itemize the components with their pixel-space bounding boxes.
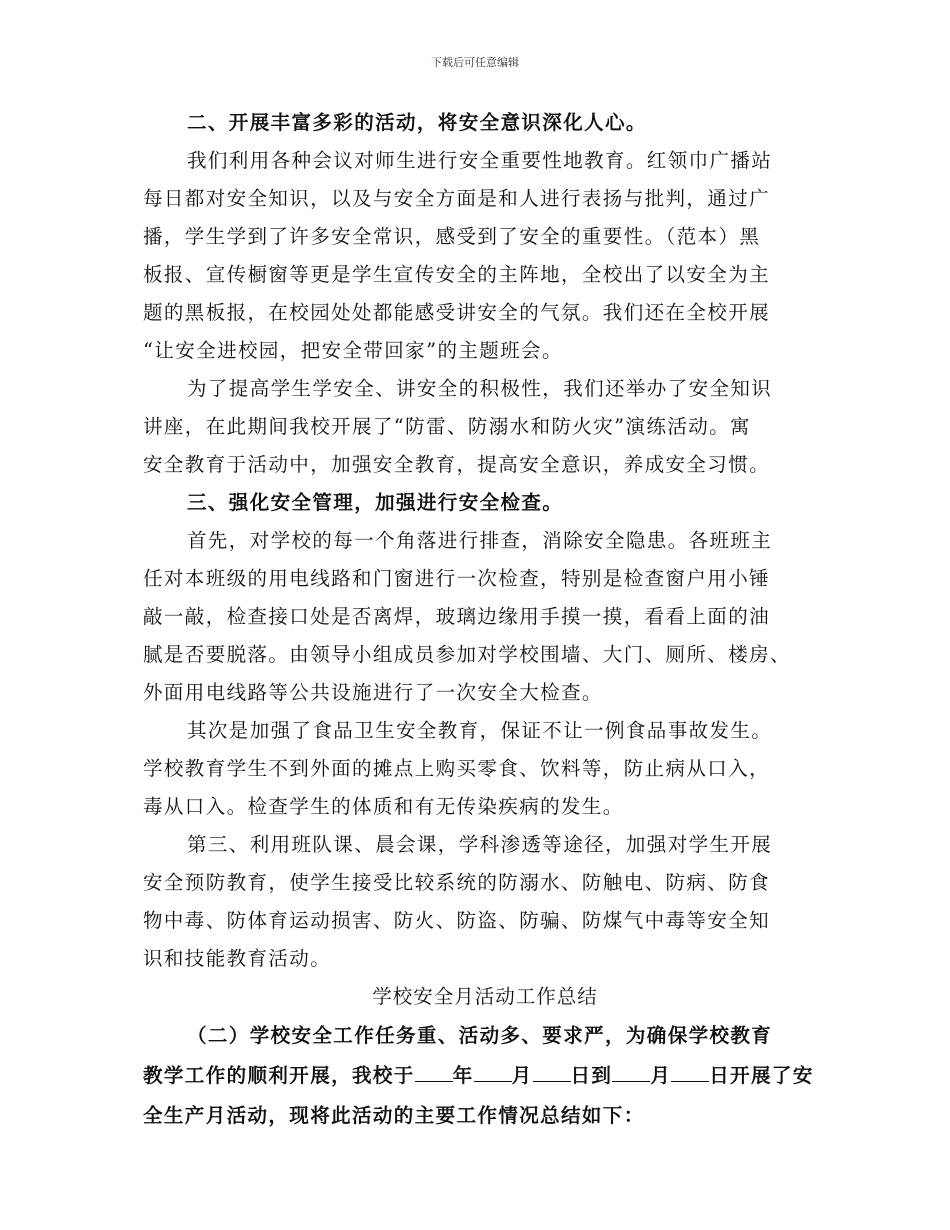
paragraph-line: 外面用电线路等公共设施进行了一次安全大检查。: [143, 681, 603, 704]
paragraph-line: 学校教育学生不到外面的摊点上购买零食、饮料等，防止病从口入，: [143, 757, 771, 780]
paragraph-line: 腻是否要脱落。由领导小组成员参加对学校围墙、大门、厕所、楼房、: [143, 643, 791, 666]
paragraph-line: 敲一敲，检查接口处是否离焊，玻璃边缘用手摸一摸，看看上面的油: [143, 605, 771, 628]
intro-text: 教学工作的顺利开展，我校于: [143, 1064, 415, 1087]
header-note: 下载后可任意编辑: [431, 56, 519, 69]
section-heading: 三、强化安全管理，加强进行安全检查。: [187, 491, 564, 514]
paragraph-line: 物中毒、防体育运动损害、防火、防盗、防骗、防煤气中毒等安全知: [143, 909, 771, 932]
paragraph-line: 安全教育于活动中，加强安全教育，提高安全意识，养成安全习惯。: [143, 453, 771, 476]
intro-line: 全生产月活动，现将此活动的主要工作情况总结如下：: [143, 1104, 645, 1127]
document-body: [143, 104, 827, 1136]
year-blank: [415, 1063, 453, 1082]
paragraph-line: 播，学生学到了许多安全常识，感受到了安全的重要性。（范本）黑: [143, 225, 761, 248]
month-blank: [474, 1063, 512, 1082]
intro-line-with-blanks: [143, 1056, 827, 1096]
day-label: 日到: [570, 1064, 613, 1087]
month-label: 月: [511, 1064, 533, 1087]
day-blank: [671, 1063, 709, 1082]
year-label: 年: [452, 1064, 474, 1087]
paragraph-line: 其次是加强了食品卫生安全教育，保证不让一例食品事故发生。: [187, 719, 773, 742]
section-heading: 二、开展丰富多彩的活动，将安全意识深化人心。: [187, 111, 647, 134]
month-blank: [612, 1063, 650, 1082]
month-label: 月: [650, 1064, 672, 1087]
paragraph-line: 板报、宣传橱窗等更是学生宣传安全的主阵地，全校出了以安全为主: [143, 263, 771, 286]
paragraph-line: 第三、利用班队课、晨会课，学科渗透等途径，加强对学生开展: [187, 833, 773, 856]
paragraph-line: 为了提高学生学安全、讲安全的积极性，我们还举办了安全知识: [187, 377, 773, 400]
paragraph-line: 识和技能教育活动。: [143, 947, 332, 970]
paragraph-line: 任对本班级的用电线路和门窗进行一次检查，特别是检查窗户用小锤: [143, 567, 771, 590]
intro-line: （二）学校安全工作任务重、活动多、要求严，为确保学校教育: [187, 1024, 773, 1047]
paragraph-line: 每日都对安全知识，以及与安全方面是和人进行表扬与批判，通过广: [143, 187, 771, 210]
document-title: 学校安全月活动工作总结: [372, 985, 598, 1008]
day-blank: [533, 1063, 571, 1082]
paragraph-line: 讲座，在此期间我校开展了“防雷、防溺水和防火灾”演练活动。寓: [143, 415, 751, 438]
paragraph-line: 安全预防教育，使学生接受比较系统的防溺水、防触电、防病、防食: [143, 871, 771, 894]
paragraph-line: 毒从口入。检查学生的体质和有无传染疾病的发生。: [143, 795, 624, 818]
paragraph-line: 首先，对学校的每一个角落进行排查，消除安全隐患。各班班主: [187, 529, 773, 552]
intro-text: 日开展了安: [709, 1064, 814, 1087]
paragraph-line: 我们利用各种会议对师生进行安全重要性地教育。红领巾广播站: [187, 149, 773, 172]
paragraph-line: “让安全进校园，把安全带回家”的主题班会。: [143, 339, 563, 362]
paragraph-line: 题的黑板报，在校园处处都能感受讲安全的气氛。我们还在全校开展: [143, 301, 771, 324]
